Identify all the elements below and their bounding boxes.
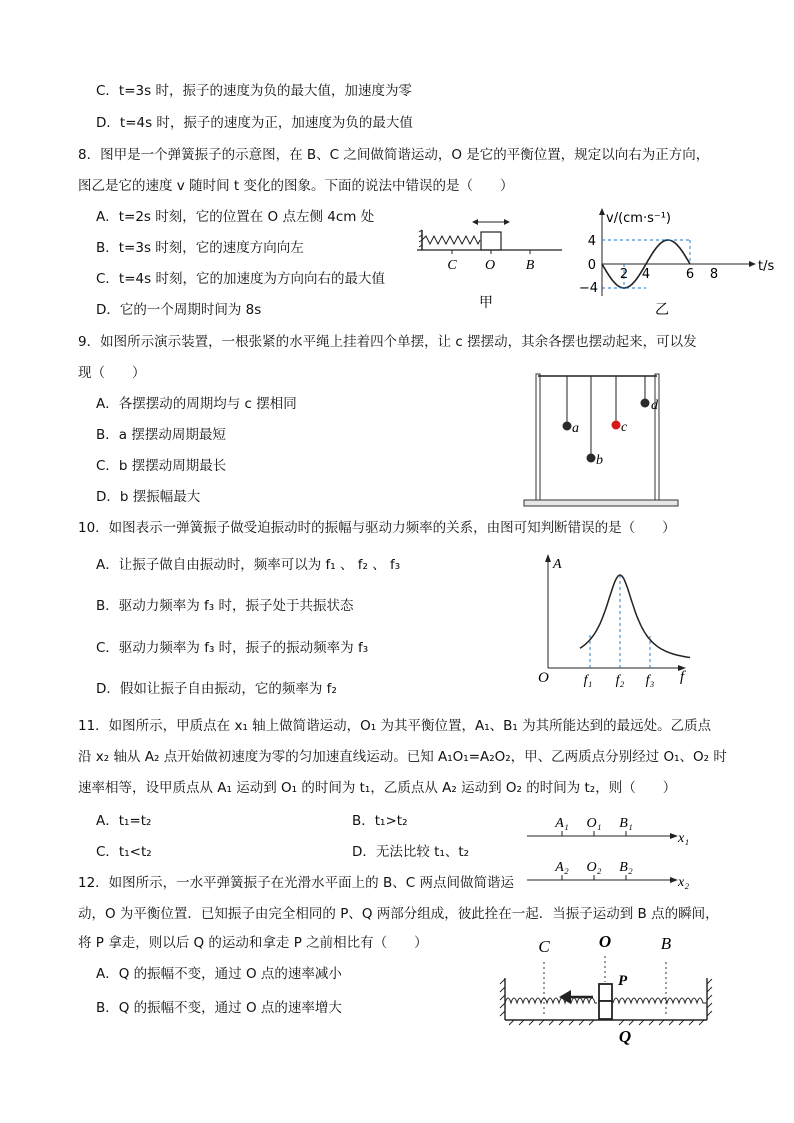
axis1-x1: x₁ (678, 831, 690, 846)
q8-option-b: B．t=3s 时刻，它的速度方向向左 (96, 240, 304, 256)
res-tick-f3: f₃ (645, 673, 655, 688)
q12-stem-line2: 动，O 为平衡位置．已知振子由完全相同的 P、Q 两部分组成，彼此拴在一起．当振子运动到 B 点的瞬间， (78, 906, 719, 922)
axis1-a1: A₁ (555, 816, 569, 831)
pendulum-d-bob (641, 399, 650, 408)
pendulum-c-label: c (621, 420, 628, 435)
axis2-b2: B₂ (619, 860, 633, 875)
q8-option-a: A．t=2s 时刻，它的位置在 O 点左侧 4cm 处 (96, 209, 375, 225)
q8-stem-line2: 图乙是它的速度 v 随时间 t 变化的图象。下面的说法中错误的是（ ） (78, 178, 514, 194)
q9-stem-line1: 9．如图所示演示装置，一根张紧的水平绳上挂着四个单摆，让 c 摆摆动，其余各摆也摆动起来，可以发 (78, 334, 697, 350)
label-b: B (525, 258, 535, 273)
yi-ylabel: v/(cm·s⁻¹) (606, 211, 672, 226)
q8-figure-yi (572, 206, 775, 318)
q7-option-d: D．t=4s 时，振子的速度为正，加速度为负的最大值 (96, 115, 413, 131)
q12-oscillator-figure (495, 928, 717, 1050)
pendulum-c-bob (612, 421, 621, 430)
block-q (599, 1001, 612, 1019)
res-origin: O (538, 670, 549, 686)
ytick-neg4: −4 (578, 281, 598, 296)
block-p (599, 984, 612, 1001)
q10-option-a: A．让振子做自由振动时，频率可以为 f₁ 、 f₂ 、 f₃ (96, 557, 401, 573)
label-c: C (447, 258, 457, 273)
q9-option-c: C．b 摆摆动周期最长 (96, 458, 227, 474)
axis2-o2: O₂ (586, 860, 602, 875)
q8-option-c: C．t=4s 时刻，它的加速度为方向向右的最大值 (96, 271, 385, 287)
q10-stem: 10．如图表示一弹簧振子做受迫振动时的振幅与驱动力频率的关系，由图可知判断错误的是（ ） (78, 520, 676, 536)
pendulum-a-label: a (572, 421, 579, 436)
res-tick-f1: f₁ (583, 673, 593, 688)
axis1-o1: O₁ (586, 816, 602, 831)
label-o: O (484, 258, 496, 273)
caption-jia: 甲 (479, 295, 493, 311)
q9-pendulum-figure (512, 370, 687, 512)
q10-option-c: C．驱动力频率为 f₃ 时，振子的振动频率为 f₃ (96, 640, 369, 656)
q10-option-b: B．驱动力频率为 f₃ 时，振子处于共振状态 (96, 598, 354, 614)
ytick-0: 0 (587, 258, 596, 273)
q9-stem-line2: 现（ ） (78, 365, 146, 381)
osc-label-p: P (618, 973, 628, 989)
q11-option-a: A．t₁=t₂ (96, 813, 152, 829)
xtick-2: 2 (619, 267, 629, 282)
q12-option-b: B．Q 的振幅不变，通过 O 点的速率增大 (96, 1000, 342, 1016)
q11-option-c: C．t₁<t₂ (96, 844, 152, 860)
q8-option-d: D．它的一个周期时间为 8s (96, 302, 262, 318)
resonance-curve (580, 575, 690, 658)
q8-stem-line1: 8．图甲是一个弹簧振子的示意图，在 B、C 之间做简谐运动，O 是它的平衡位置，规定以向右为正方向， (78, 147, 710, 163)
q9-option-a: A．各摆摆动的周期均与 c 摆相同 (96, 396, 297, 412)
yi-xlabel: t/s (758, 259, 775, 274)
q10-option-d: D．假如让振子自由振动，它的频率为 f₂ (96, 681, 337, 697)
osc-label-b: B (660, 934, 672, 953)
res-tick-f2: f₂ (615, 673, 625, 688)
osc-label-o: O (598, 932, 612, 951)
q11-stem-line3: 速率相等，设甲质点从 A₁ 运动到 O₁ 的时间为 t₁，乙质点从 A₂ 运动到 O₂ 的时间为 t₂，则（ ） (78, 780, 677, 796)
axis2-x2: x₂ (678, 875, 690, 890)
osc-label-c: C (538, 937, 550, 956)
q11-stem-line1: 11．如图所示，甲质点在 x₁ 轴上做简谐运动，O₁ 为其平衡位置，A₁、B₁ 为其所能达到的最远处。乙质点 (78, 718, 712, 734)
pendulum-b-bob (587, 454, 596, 463)
q11-axes-figure (522, 808, 692, 888)
q12-option-a: A．Q 的振幅不变，通过 O 点的速率减小 (96, 966, 342, 982)
caption-yi: 乙 (655, 302, 669, 318)
q12-stem-line3: 将 P 拿走，则以后 Q 的运动和拿走 P 之前相比有（ ） (78, 935, 428, 951)
axis2-a2: A₂ (555, 860, 569, 875)
osc-label-q: Q (618, 1027, 632, 1046)
q12-stem-line1: 12．如图所示，一水平弹簧振子在光滑水平面上的 B、C 两点间做简谐运 (78, 875, 514, 891)
q11-stem-line2: 沿 x₂ 轴从 A₂ 点开始做初速度为零的匀加速直线运动。已知 A₁O₁=A₂O₂，甲、乙两质点分别经过 O₁、O₂ 时 (78, 749, 727, 765)
res-ylabel: A (553, 557, 562, 572)
res-xlabel: f (680, 669, 685, 685)
ytick-4: 4 (587, 234, 596, 249)
xtick-4: 4 (641, 267, 651, 282)
pendulum-b-label: b (596, 453, 603, 468)
q11-option-b: B．t₁>t₂ (352, 813, 408, 829)
xtick-6: 6 (685, 267, 695, 282)
q7-option-c: C．t=3s 时，振子的速度为负的最大值，加速度为零 (96, 83, 412, 99)
q11-option-d: D．无法比较 t₁、t₂ (352, 844, 470, 860)
axis1-b1: B₁ (619, 816, 633, 831)
xtick-8: 8 (709, 267, 719, 282)
q9-option-d: D．b 摆振幅最大 (96, 489, 201, 505)
pendulum-a-bob (563, 422, 572, 431)
q8-figure-jia (412, 212, 572, 317)
q9-option-b: B．a 摆摆动周期最短 (96, 427, 226, 443)
q10-resonance-figure (530, 548, 700, 690)
pendulum-d-label: d (651, 398, 658, 413)
